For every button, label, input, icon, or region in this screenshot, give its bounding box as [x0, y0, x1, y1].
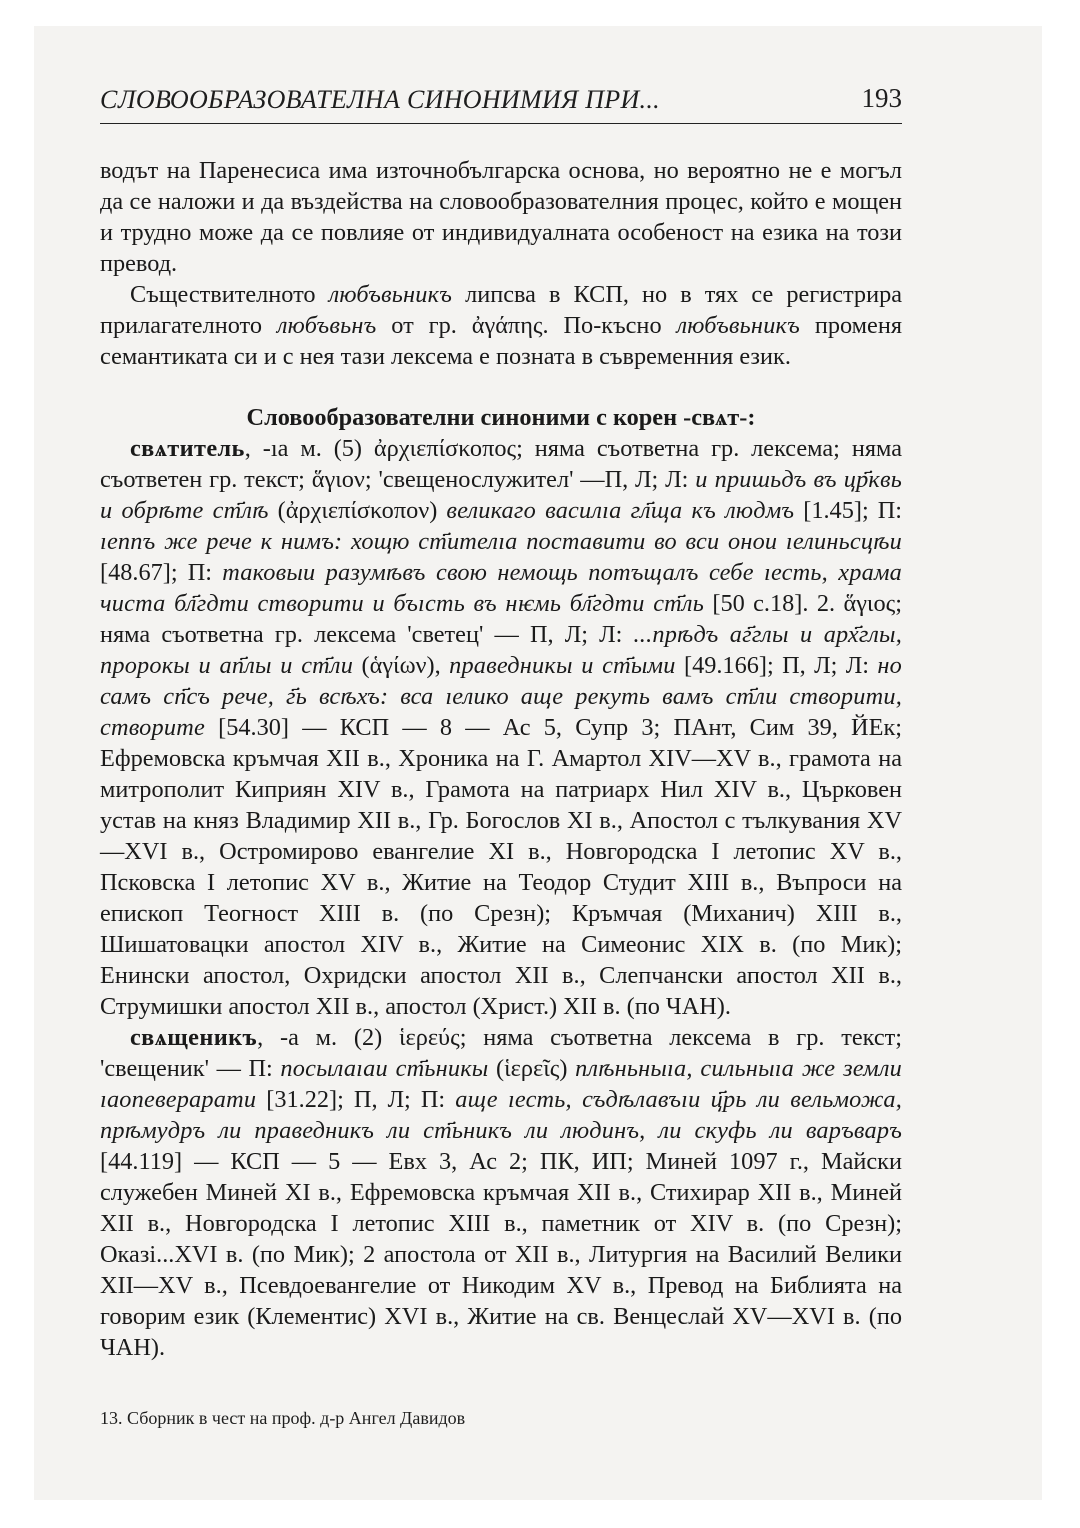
dictionary-entry-svyatitel	[100, 433, 902, 1022]
old-slavonic-word: любъвьникъ	[328, 281, 453, 308]
old-slavonic-quote: но самъ сп҃съ рече, г҃ь всѣхъ: вса ıелико аще рекуть вамъ ст҃ли створити, створите	[100, 652, 902, 741]
old-slavonic-quote: праведникы и ст҃ыми	[449, 652, 676, 679]
entry-text: (ἱερεῖς)	[488, 1055, 576, 1082]
running-header	[100, 79, 902, 124]
entry-headword: свѧщеникъ	[130, 1024, 258, 1051]
page-number: 193	[861, 83, 902, 113]
old-slavonic-quote: и пришьдъ въ цр҃квь и обрѣте ст҃лѣ	[100, 466, 902, 524]
running-title: СЛОВООБРАЗОВАТЕЛНА СИНОНИМИЯ ПРИ...	[100, 85, 660, 114]
entry-text: [54.30] — КСП — 8 — Ас 5, Супр 3; ПАнт, Сим 39, ЙЕк; Ефремовска кръмчая XII в., Хроника на Г. Амартол XIV—XV в., грамота на митрополит Киприян XIV в., Грамота на патриарх Нил XIV в., Църковен устав на княз Владимир XII в., Гр. Богослов XI в., Апостол с тълкувания XV—XVI в., Остромирово евангелие XI в., Новгородска I летопис XV в., Псковска I летопис XV в., Житие на Теодор Студит XIII в., Въпроси на епископ Теогност XIII в. (по Срезн); Кръмчая (Миханич) XIII в., Шишатовацки апостол XIV в., Житие на Симеонис XIX в. (по Мик); Енински апостол, Охридски апостол XII в., Слепчански апостол XII в., Струмишки апостол XII в., апостол (Христ.) XII в. (по ЧАН).	[100, 714, 902, 1020]
entry-text: [48.67]; П:	[100, 559, 223, 586]
footer-signature: 13. Сборник в чест на проф. д-р Ангел Давидов	[100, 1408, 466, 1428]
paragraph-text: липсва в КСП, но в тях се регистрира прилагателното	[100, 281, 903, 339]
paragraph-text: от гр. ἀγάπης. По-късно	[376, 312, 677, 339]
old-slavonic-word: любъвьнъ	[276, 312, 377, 339]
entry-text: [49.166]; П, Л; Л:	[675, 652, 878, 679]
paragraph-text: Съществителното	[130, 281, 329, 308]
entry-text: (5) ἀρχιεπίσκοπος; няма съответна гр. лексема; няма съответен гр. текст; ἅγιον; 'свещенослужител' —П, Л; Л:	[100, 435, 902, 493]
page-body	[100, 155, 902, 1363]
entry-headword: свѧтитель	[130, 435, 245, 462]
entry-text: [44.119] — КСП — 5 — Евх 3, Ас 2; ПК, ИП; Миней 1097 г., Майски служебен Миней XI в., Ефремовска кръмчая XII в., Стихирар XII в., Миней XII в., Новгородска I летопис XIII в., паметник от XIV в. (по Срезн); Оказі...XVI в. (по Мик); 2 апостола от XII в., Литургия на Василий Велики XII—XV в., Псевдоевангелие от Никодим XV в., Превод на Библията на говорим език (Клементис) XVI в., Житие на св. Венцеслай XV—XVI в. (по ЧАН).	[100, 1148, 902, 1361]
old-slavonic-quote: аще ıесть, съдѣлавъıи ц҃рь ли вельможа, прѣмудръ ли праведникъ ли ст҃ьникъ ли людинъ, ли скуфь ли варъваръ	[100, 1086, 903, 1144]
old-slavonic-quote: великаго василıа гл҃ща къ людмъ	[446, 497, 795, 524]
old-slavonic-quote: плѣньныıа, сильныıа же земли ıаопеверарати	[100, 1055, 903, 1113]
entry-text: (ἀρχιεπίσκοπον)	[268, 497, 447, 524]
paragraph-text: променя семантиката си и с нея тази лексема е позната в съвременния език.	[100, 312, 902, 370]
spacer	[100, 372, 902, 402]
entry-text: [1.45]; П:	[794, 497, 902, 524]
entry-text: [31.22]; П, Л; П:	[256, 1086, 456, 1113]
entry-grammar: , -ıа м.	[244, 435, 322, 462]
old-slavonic-quote: ıеппъ же рече к нимъ: хощю ст҃ителıа поставити во вси онои ıелиньсцѣи	[100, 528, 902, 555]
old-slavonic-quote: таковыи разумѣвъ свою немощь потъщалъ себе ıесть, храма чиста бл҃гдти створити и бъıсть въ нѥмь бл҃гдти ст҃ль	[100, 559, 902, 617]
section-heading: Словообразователни синоними с корен -свѧт-:	[246, 404, 756, 431]
entry-text: (ἁγίων),	[353, 652, 450, 679]
paragraph-lyubovnik	[100, 279, 902, 372]
paragraph-continuation: водът на Паренесиса има източнобългарска основа, но вероятно не е могъл да се наложи и да въздейства на словообразователния процес, който е мощен и трудно може да се повлияе от индивидуалната особеност на езика на този превод.	[100, 157, 902, 277]
entry-text: [50 с.18]. 2. ἅγιος; няма съответна гр. лексема 'светец' — П, Л; Л:	[100, 590, 902, 648]
entry-text: (2) ἱερεύς; няма съответна лексема в гр. текст; 'свещеник' — П:	[100, 1024, 902, 1082]
old-slavonic-word: любъвьникъ	[676, 312, 800, 339]
old-slavonic-quote: ...прѣдъ аг҃глы и арх҃глы, пророкы и ап҃лы и ст҃ли	[100, 621, 902, 679]
dictionary-entry-svyashtenik	[100, 1022, 902, 1363]
old-slavonic-quote: посылаıаи ст҃ьникы	[280, 1055, 489, 1082]
entry-grammar: , -а м.	[257, 1024, 338, 1051]
